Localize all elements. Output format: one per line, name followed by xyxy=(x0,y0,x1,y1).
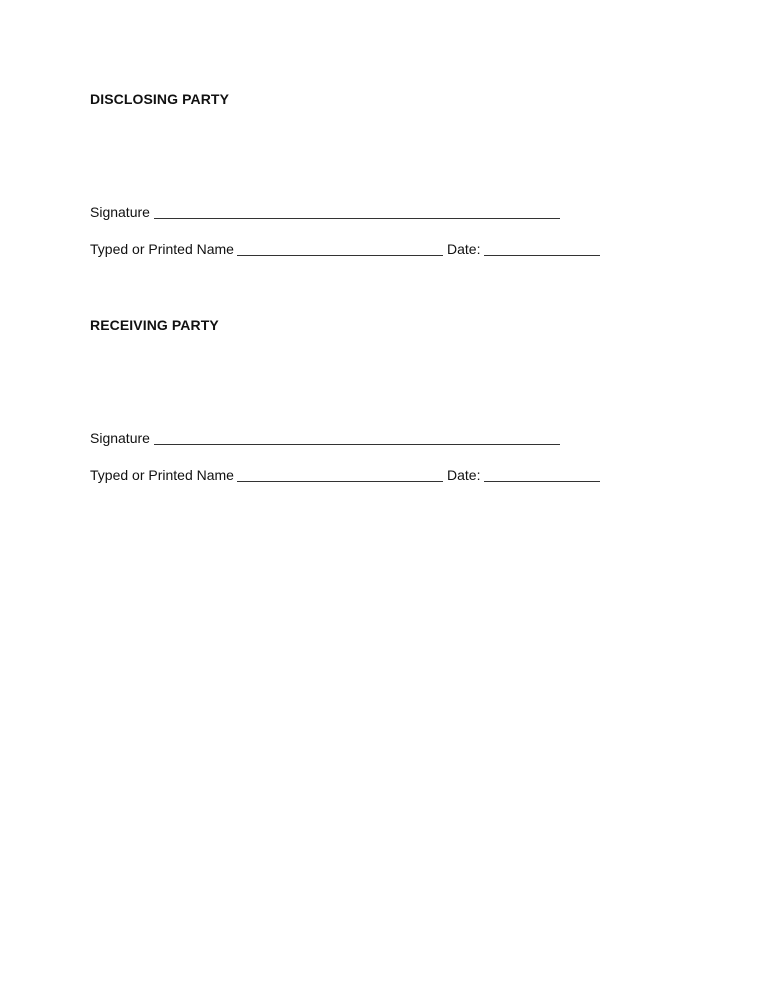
receiving-name-line[interactable] xyxy=(237,481,443,482)
disclosing-date-label: Date: xyxy=(447,241,481,257)
disclosing-name-line[interactable] xyxy=(237,255,443,256)
disclosing-name-label: Typed or Printed Name xyxy=(90,241,234,257)
disclosing-signature-line[interactable] xyxy=(154,218,560,219)
receiving-party-heading: RECEIVING PARTY xyxy=(90,317,219,333)
disclosing-date-line[interactable] xyxy=(484,255,600,256)
disclosing-party-heading: DISCLOSING PARTY xyxy=(90,91,230,107)
receiving-date-line[interactable] xyxy=(484,481,600,482)
receiving-signature-line[interactable] xyxy=(154,444,560,445)
receiving-signature-label: Signature xyxy=(90,430,150,446)
receiving-date-label: Date: xyxy=(447,467,481,483)
receiving-name-label: Typed or Printed Name xyxy=(90,467,234,483)
disclosing-signature-label: Signature xyxy=(90,204,150,220)
